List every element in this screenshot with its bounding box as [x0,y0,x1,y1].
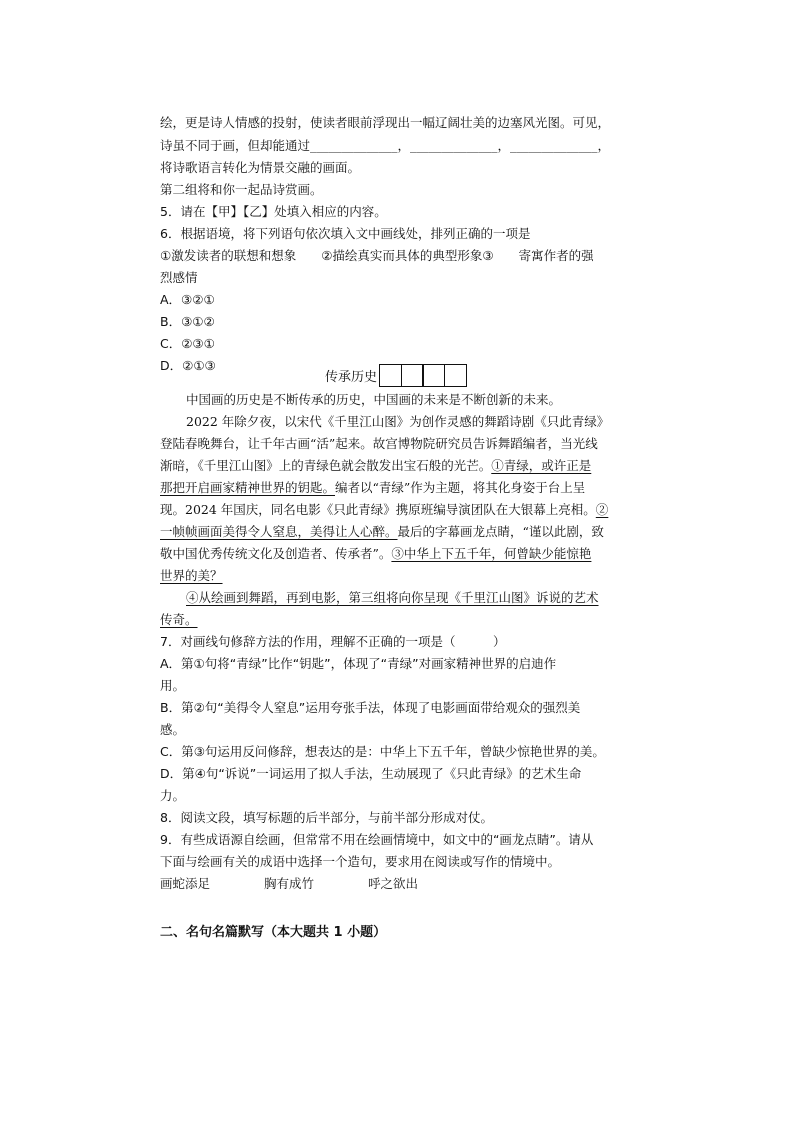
question-7-option-a-line-2: 用。 [160,678,186,693]
passage-p2-line-5-plain: 现。2024 年国庆，同名电影《只此青绿》携原班编导演团队在大银幕上亮相。 [160,502,596,517]
question-6-choice-c: C．②③① [160,336,215,351]
question-9-line-2: 下面与绘画有关的成语中选择一个造句，要求用在阅读或写作的情境中。 [160,854,561,869]
section-title [325,364,467,387]
passage-p2-line-5 [160,502,608,518]
question-6-choice-b: B．③①② [160,314,215,329]
question-6-choice-d: D．②①③ [160,358,216,373]
question-6-choice-a: A．③②① [160,292,215,307]
passage-p2-line-4-plain: 编者以“青绿”作为主题，将其化身姿于台上呈 [335,480,586,495]
idiom-list [160,876,418,892]
passage-p2-line-7-plain: 敬中国优秀传统文化及创造者、传承者”。 [160,546,392,561]
underlined-sentence-3-end: 世界的美？ [160,568,223,583]
question-7-option-d-line-1: D．第④句“诉说”一词运用了拟人手法，生动展现了《只此青绿》的艺术生命 [160,766,582,781]
passage-p2-line-1: 2022 年除夕夜，以宋代《千里江山图》为创作灵感的舞蹈诗剧《只此青绿》 [186,414,610,429]
passage-p2-line-6-plain: 最后的字幕画龙点睛，“谨以此剧，致 [397,524,604,539]
passage-p2-line-4 [160,480,585,496]
question-7-option-d-line-2: 力。 [160,788,186,803]
passage-p2-line-3 [160,458,591,474]
question-6-stem: 6．根据语境，将下列语句依次填入文中画线处，排列正确的一项是 [160,226,531,241]
section-title-text: 传承历史 [325,370,378,385]
question-6-options-line-2: 烈感情 [160,270,198,285]
title-blank-box-2[interactable] [401,364,424,387]
underlined-sentence-1-end: 那把开启画家精神世界的钥匙。 [160,480,336,495]
underlined-sentence-3-start: ③中华上下五千年，何曾缺少能惊艳 [391,546,592,561]
passage-p2-line-3-plain: 渐暗，《千里江山图》上的青绿色就会散发出宝石般的光芒。 [160,458,492,473]
title-blank-box-4[interactable] [444,364,467,387]
underlined-sentence-4-start: ④从绘画到舞蹈，再到电影，第三组将向你呈现《千里江山图》诉说的艺术 [186,590,599,605]
title-blank-boxes[interactable] [379,364,467,387]
idiom-3: 呼之欲出 [368,876,419,891]
passage-p2-line-6 [160,524,604,540]
question-7-option-a-line-1: A．第①句将“青绿”比作“钥匙”，体现了“青绿”对画家精神世界的启迪作 [160,656,557,671]
underlined-sentence-2-start: ② [595,502,609,517]
question-7-stem: 7．对画线句修辞方法的作用，理解不正确的一项是（ ） [160,634,506,649]
title-blank-box-3[interactable] [422,364,445,387]
question-7-option-c: C．第③句运用反问修辞，想表达的是：中华上下五千年，曾缺少惊艳世界的美。 [160,744,605,759]
idiom-1: 画蛇添足 [160,876,211,891]
question-6-options-line-1: ①激发读者的联想和想象 ②描绘真实而具体的典型形象③ 寄寓作者的强 [160,248,594,263]
question-7-option-b-line-2: 感。 [160,722,186,737]
section-2-heading: 二、名句名篇默写（本大题共 1 小题） [160,925,387,940]
passage-top-line-3: 将诗歌语言转化为情景交融的画面。 [160,160,361,175]
passage-p2-line-2: 登陆春晚舞台，让千年古画“活”起来。故宫博物院研究员告诉舞蹈编者，当光线 [160,436,598,451]
question-9-line-1: 9．有些成语源自绘画，但常常不用在绘画情境中，如文中的“画龙点睛”。请从 [160,832,594,847]
underlined-sentence-2-end: 一帧帧画面美得令人窒息，美得让人心醉。 [160,524,398,539]
passage-p2-line-7 [160,546,591,562]
question-8: 8．阅读文段，填写标题的后半部分，与前半部分形成对仗。 [160,810,493,825]
underlined-sentence-4-end: 传奇。 [160,612,198,627]
passage-top-line-4: 第二组将和你一起品诗赏画。 [160,182,323,197]
question-7-option-b-line-1: B．第②句“美得令人窒息”运用夸张手法，体现了电影画面带给观众的强烈美 [160,700,581,715]
underlined-sentence-1-start: ①青绿，或许正是 [491,458,592,473]
passage-paragraph-1: 中国画的历史是不断传承的历史，中国画的未来是不断创新的未来。 [186,392,562,407]
question-5: 5．请在【甲】【乙】处填入相应的内容。 [160,204,387,219]
title-blank-box-1[interactable] [379,364,402,387]
idiom-2: 胸有成竹 [264,876,315,891]
passage-top-line-1: 绘，更是诗人情感的投射，使读者眼前浮现出一幅辽阔壮美的边塞风光图。可见， [160,115,611,130]
passage-top-line-2: 诗虽不同于画，但却能通过______________，______________，______________， [160,138,611,153]
